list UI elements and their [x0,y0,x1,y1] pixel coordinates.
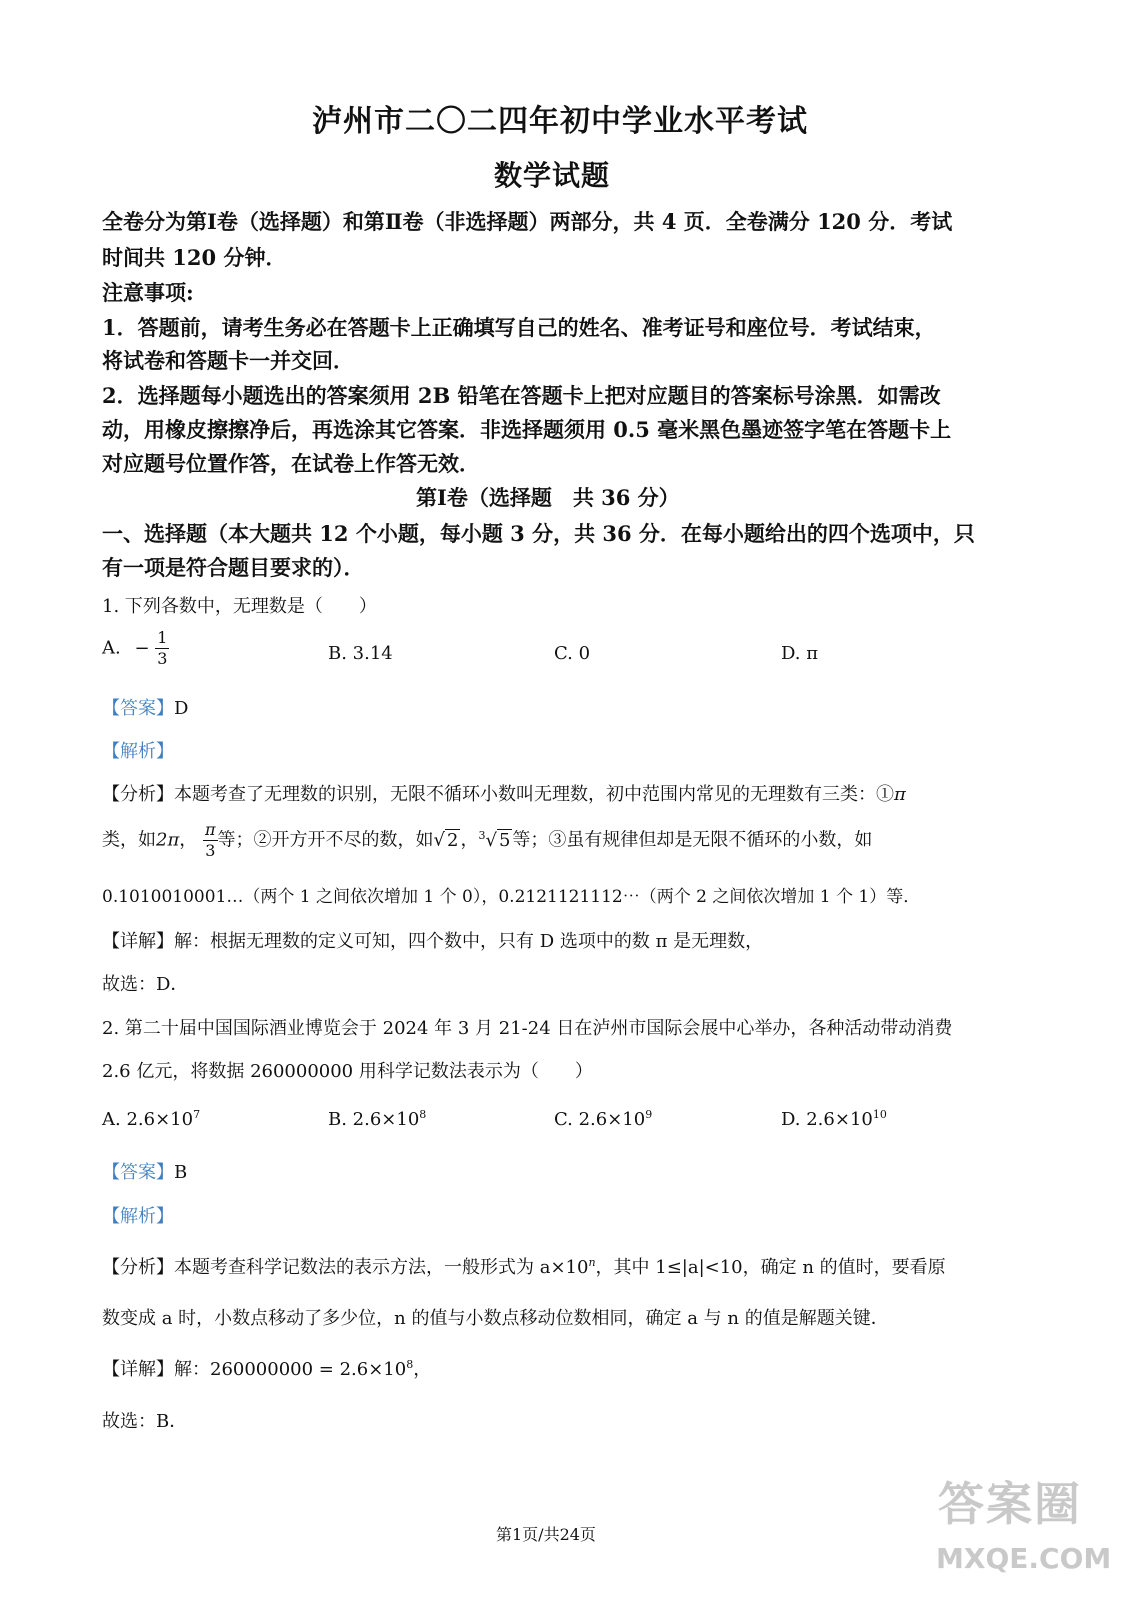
radicand: 2 [447,829,459,851]
option-text: B. 2.6×10 [328,1109,420,1130]
answer-tag: 【答案】 [102,1162,174,1183]
answer-value: D [174,698,189,719]
section-1-desc-line-2: 有一项是符合题目要求的）． [102,555,365,580]
fenxi-text: 本题考查科学记数法的表示方法，一般形式为 a×10 [174,1257,589,1278]
q1-fenxi-line-2 [102,822,872,859]
fenxi-text: ，其中 1≤|a|<10，确定 n 的值时，要看原 [595,1257,946,1278]
watermark-bottom-text: MXQE.COM [936,1542,1112,1575]
note-1-line-1: 1．答题前，请考生务必在答题卡上正确填写自己的姓名、准考证号和座位号．考试结束， [102,315,936,340]
fenxi-tag: 【分析】 [102,784,174,805]
exponent: 8 [419,1108,427,1121]
detail-text: 解：根据无理数的定义可知，四个数中，只有 D 选项中的数 π 是无理数， [174,931,764,952]
cube-root-5: $^3$√ 5 [478,828,511,851]
fraction-numerator: 1 [157,628,168,647]
radicand: 5 [498,829,511,851]
section-1-heading: 第Ⅰ卷（选择题 共 36 分） [416,485,680,510]
q1-option-a-sign: − [134,637,150,659]
answer-value: B [174,1162,188,1183]
q1-option-c: C. 0 [554,643,591,664]
option-text: A. 2.6×10 [102,1109,194,1130]
sqrt-2: √ 2 [433,829,459,851]
option-text: D. 2.6×10 [781,1109,873,1130]
q1-option-d: D. π [781,643,819,664]
exam-title: 泸州市二〇二四年初中学业水平考试 [312,104,808,139]
text-segment: ， [460,829,479,851]
q1-option-a [102,630,169,667]
q1-option-a-fraction [155,630,169,667]
q1-fenxi-line-3: 0.1010010001…（两个 1 之间依次增加 1 个 0），0.2121121112⋯（两个 2 之间依次增加 1 个 1）等． [102,887,921,907]
q2-stem-line-2: 2.6 亿元，将数据 260000000 用科学记数法表示为（ ） [102,1061,593,1082]
q1-analysis-tag: 【解析】 [102,741,174,762]
intro-line-1: 全卷分为第Ⅰ卷（选择题）和第Ⅱ卷（非选择题）两部分，共 4 页．全卷满分 120 分．考试 [102,209,953,234]
exponent: 10 [872,1108,887,1121]
q2-option-c [554,1108,652,1130]
exponent: 7 [193,1108,201,1121]
q1-option-b: B. 3.14 [328,643,393,664]
section-1-desc-line-1: 一、选择题（本大题共 12 个小题，每小题 3 分，共 36 分．在每小题给出的四个选项中，只 [102,521,975,546]
note-1-line-2: 将试卷和答题卡一并交回． [102,348,354,373]
fenxi-text: 本题考查了无理数的识别，无限不循环小数叫无理数，初中范围内常见的无理数有三类：① [174,784,894,805]
q2-analysis-tag: 【解析】 [102,1206,174,1227]
q2-choose: 故选：B． [102,1411,188,1432]
detail-text: 解：260000000 = 2.6×10 [174,1359,407,1380]
fraction-denominator: 3 [205,841,216,860]
q1-fenxi-line-1 [102,780,906,806]
note-2-line-2: 动，用橡皮擦擦净后，再选涂其它答案．非选择题须用 0.5 毫米黑色墨迹签字笔在答题卡上 [102,417,952,442]
detail-tag: 【详解】 [102,1359,174,1380]
page-number: 第1页/共24页 [496,1525,596,1544]
exponent: 9 [645,1108,653,1121]
exponent: 8 [406,1358,414,1371]
q2-stem-line-1: 2. 第二十届中国国际酒业博览会于 2024 年 3 月 21-24 日在泸州市国际会展中心举办，各种活动带动消费 [102,1018,953,1039]
pi-over-3-fraction [203,822,218,859]
watermark-top-text: 答案圈 [938,1477,1082,1531]
fraction-denominator: 3 [157,649,168,668]
exponent: n [588,1256,596,1269]
q1-answer [102,694,188,720]
text-segment: 等；②开方开不尽的数，如 [217,829,434,851]
q2-fenxi-line-1 [102,1253,946,1279]
q2-fenxi-line-2: 数变成 a 时，小数点移动了多少位，n 的值与小数点移动位数相同，确定 a 与 n 的值是解题关键． [102,1308,889,1329]
q1-option-a-label: A. [102,637,121,659]
pi-symbol: π [894,784,906,805]
intro-line-2: 时间共 120 分钟． [102,245,287,270]
text-segment: 类，如 [102,829,156,851]
root-index: 3 [478,828,486,842]
detail-tag: 【详解】 [102,931,174,952]
fraction-numerator: π [205,820,216,839]
q2-answer [102,1158,187,1184]
detail-text: ， [413,1359,432,1380]
q1-choose: 故选：D． [102,974,189,995]
answer-tag: 【答案】 [102,698,174,719]
option-text: C. 2.6×10 [554,1109,646,1130]
q2-option-a [102,1108,200,1130]
fenxi-tag: 【分析】 [102,1257,174,1278]
q2-detail [102,1355,431,1381]
text-segment: ， [179,829,198,851]
q1-stem: 1. 下列各数中，无理数是（ ） [102,596,377,617]
text-segment: 等；③虽有规律但却是无限不循环的小数，如 [512,829,873,851]
q2-option-b [328,1108,426,1130]
notes-heading: 注意事项: [102,280,194,305]
q1-detail [102,927,763,953]
q2-option-d [781,1108,887,1130]
math-2pi: 2π [156,829,180,851]
note-2-line-1: 2．选择题每小题选出的答案须用 2B 铅笔在答题卡上把对应题目的答案标号涂黑．如需改 [102,383,941,408]
exam-subtitle: 数学试题 [494,159,611,192]
note-2-line-3: 对应题号位置作答，在试卷上作答无效． [102,451,480,476]
watermark-logo [930,1460,1120,1590]
